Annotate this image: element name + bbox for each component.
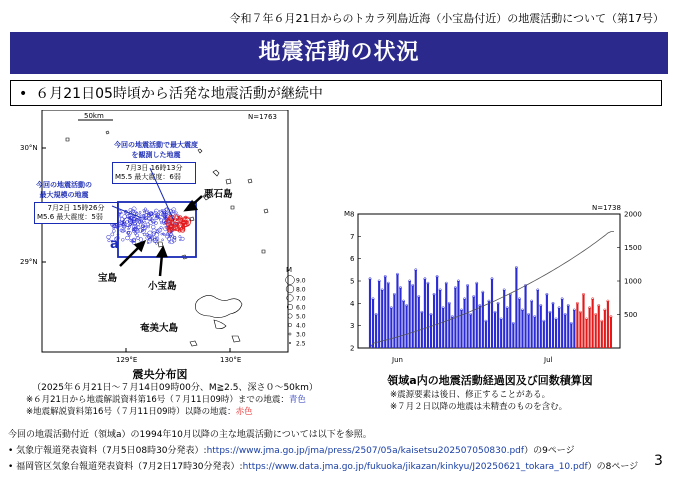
- region-a-label: a: [110, 237, 119, 252]
- lat-label-29: 29°N: [20, 258, 38, 266]
- y-right-tick-label: 500: [624, 311, 638, 319]
- chart-note-2: ※７月２日以降の地震は未精査のものを含む。: [390, 402, 568, 412]
- y-axis-right: [617, 211, 642, 320]
- y-tick-label: 2: [350, 344, 355, 353]
- summary-text: ６月21日05時頃から活発な地震活動が継続中: [35, 86, 323, 102]
- legend-label: 8.0: [296, 286, 306, 294]
- annot-max-scale: 今回の地震活動の 最大規模の地震: [36, 181, 92, 199]
- label-takarajima: 宝島: [98, 273, 118, 284]
- y-tick-label: 5: [350, 277, 355, 286]
- annot-max-intensity-box: 7月3日 16時13分 M5.5 最大震度：6弱: [112, 162, 196, 184]
- legend-label: 5.0: [296, 313, 306, 321]
- label-akusekijima: 悪石島: [204, 189, 233, 200]
- chart-n-label: N=1738: [592, 204, 621, 212]
- activity-chart: [330, 200, 660, 370]
- chart-note-1: ※震源要素は後日、修正することがある。: [390, 390, 551, 400]
- legend-label: 4.0: [296, 322, 306, 330]
- bullet: •: [19, 86, 28, 102]
- x-tick-jul: Jul: [544, 356, 553, 364]
- map-caption: [20, 380, 330, 417]
- annot-max-intensity: 今回の地震活動で最大震度 を観測した地震: [114, 141, 198, 159]
- y-tick-label: 8: [350, 210, 355, 219]
- label-amami-oshima: 奄美大島: [140, 323, 179, 334]
- legend-label: 6.0: [296, 304, 306, 312]
- map-note-2: ※地震解説資料第16号（７月11日09時）以降の地震：赤色: [26, 407, 253, 417]
- ref-item-1: • 気象庁報道発表資料（7月5日08時30分発表）:https://www.jma.go.jp/jma/press/2507/05a/kaisetsu202507050830.pdf）の9ページ: [8, 446, 575, 456]
- map-n-label: N=1763: [248, 113, 277, 121]
- legend-label: 9.0: [296, 277, 306, 285]
- chart-title: 領域a内の地震活動経過図及び回数積算図: [387, 374, 593, 387]
- lon-label-130: 130°E: [220, 356, 242, 364]
- scale-label: 50km: [84, 112, 104, 120]
- map-note-1: ※６月21日から地震解説資料第16号（７月11日09時）までの地震：青色: [26, 395, 306, 405]
- lat-label-30: 30°N: [20, 144, 38, 152]
- map-title: 震央分布図: [132, 368, 188, 381]
- x-tick-jun: Jun: [392, 356, 403, 364]
- chart-ylabel: M: [344, 210, 351, 218]
- page-title: 地震活動の状況: [10, 32, 668, 74]
- y-tick-label: 6: [350, 255, 355, 264]
- ref-item-2: • 福岡管区気象台報道発表資料（7月2日17時30分発表）:https://www.data.jma.go.jp/fukuoka/jikazan/kinkyu/J20250621_tokara_10.pdf）の8ページ: [8, 462, 639, 472]
- label-kodakarajima: 小宝島: [148, 281, 177, 292]
- references: [8, 427, 648, 475]
- page-number: 3: [654, 453, 663, 469]
- legend-label: 7.0: [296, 295, 306, 303]
- document-header: 令和７年６月21日からのトカラ列島近海（小宝島付近）の地震活動について（第17号）: [229, 12, 664, 25]
- y-right-tick-label: 2000: [624, 210, 642, 219]
- ref-link-2[interactable]: https://www.data.jma.go.jp/fukuoka/jikazan/kinkyu/J20250621_tokara_10.pdf: [242, 462, 588, 472]
- ref-link-1[interactable]: https://www.jma.go.jp/jma/press/2507/05a/kaisetsu202507050830.pdf: [206, 446, 525, 456]
- y-tick-label: 3: [350, 322, 355, 331]
- y-right-tick-label: 1500: [624, 244, 642, 252]
- refs-intro: 今回の地震活動付近（領域a）の1994年10月以降の主な地震活動については以下を参照。: [8, 430, 372, 440]
- y-right-tick-label: 1000: [624, 277, 642, 286]
- legend-title: M: [286, 266, 293, 274]
- legend-label: 3.0: [296, 331, 306, 339]
- y-tick-label: 4: [350, 299, 355, 308]
- legend-label: 2.5: [296, 340, 306, 348]
- y-tick-label: 7: [350, 232, 355, 241]
- annot-max-scale-box: 7月2日 15時26分 M5.6 最大震度：5弱: [34, 202, 118, 224]
- lon-label-129: 129°E: [116, 356, 138, 364]
- map-subtitle: （2025年６月21日～７月14日09時00分、M≧2.5、深さ０～50km）: [32, 383, 318, 393]
